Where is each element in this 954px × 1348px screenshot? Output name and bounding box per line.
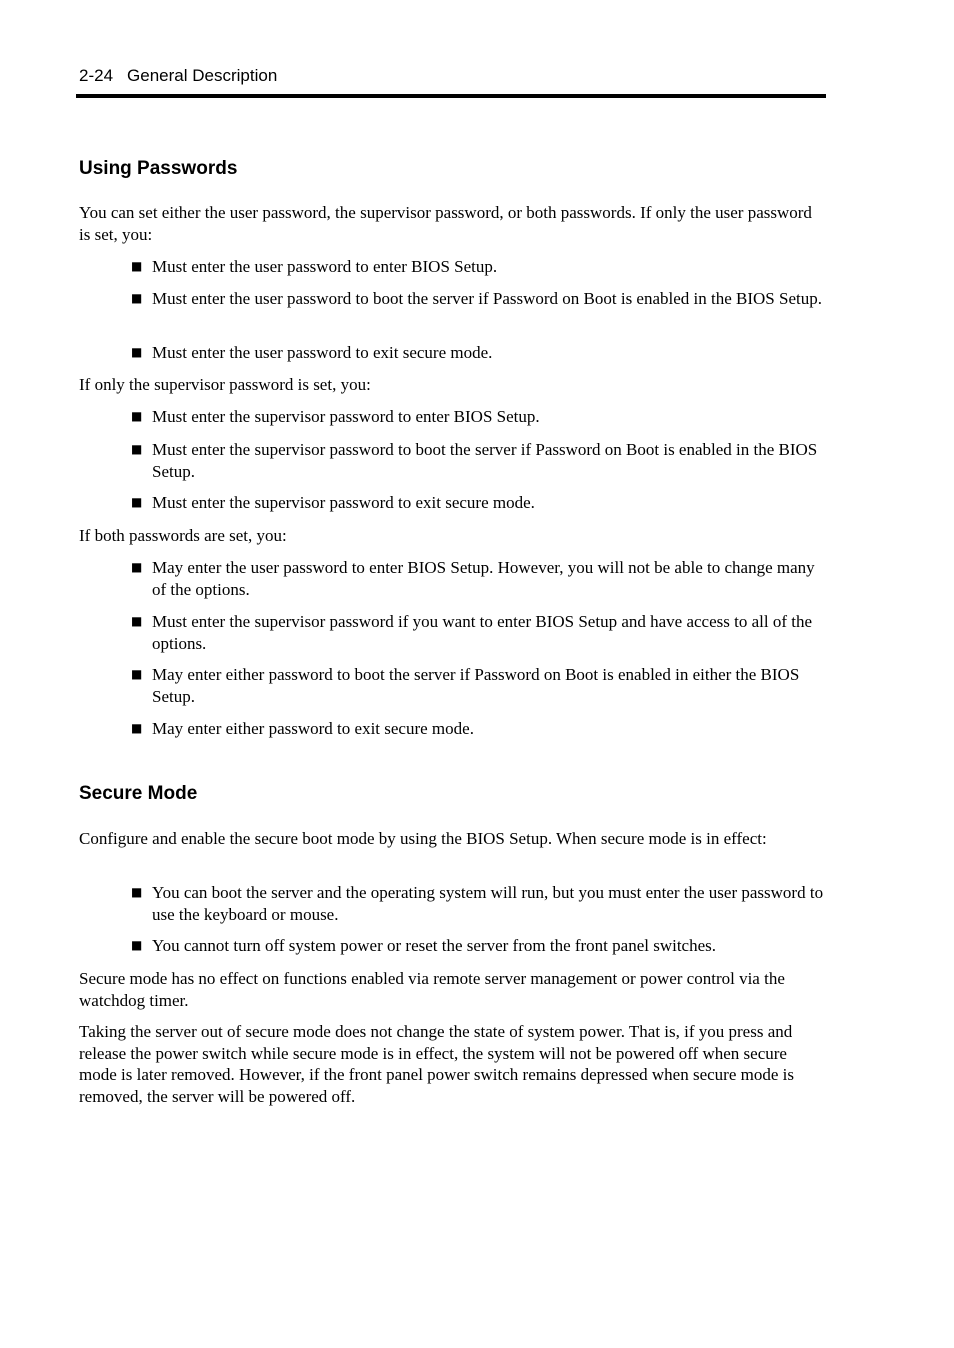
paragraph-power-state: Taking the server out of secure mode does not change the state of system power. That is, if you press and release the power switch while secure mode is in effect, the system will not be powered off when secure mode is later removed. However, if the front panel power switch remains depressed when secure mode is removed, the server will be powered off.: [79, 1022, 794, 1106]
paragraph-both-intro: If both passwords are set, you:: [79, 526, 287, 545]
paragraph-secure-intro: Configure and enable the secure boot mode by using the BIOS Setup. When secure mode is in effect:: [79, 829, 767, 848]
heading-using-passwords: Using Passwords: [79, 158, 238, 179]
list-item: [131, 935, 825, 957]
list-item: [131, 342, 825, 364]
bullet-marker: ■: [131, 259, 143, 273]
bullet-marker: ■: [131, 938, 143, 952]
list-item: [131, 439, 825, 482]
bullet-marker: ■: [131, 442, 143, 456]
list-item: [131, 406, 825, 428]
bullet-marker: ■: [131, 721, 143, 735]
header-rule: [76, 94, 826, 98]
bullet-marker: ■: [131, 667, 143, 681]
bullet-marker: ■: [131, 409, 143, 423]
heading-secure-mode: Secure Mode: [79, 783, 198, 804]
list-item: [131, 256, 825, 278]
list-item-text: Must enter the supervisor password to enter BIOS Setup.: [152, 407, 540, 426]
list-item: [131, 557, 825, 600]
list-item-text: Must enter the supervisor password to boot the server if Password on Boot is enabled in the BIOS Setup.: [152, 440, 818, 481]
list-item-text: Must enter the user password to exit secure mode.: [152, 343, 493, 362]
page-number: 2-24: [79, 66, 114, 85]
list-item-text: Must enter the supervisor password to exit secure mode.: [152, 493, 535, 512]
list-item: [131, 611, 825, 654]
running-head: [79, 66, 277, 86]
paragraph-remote-management: Secure mode has no effect on functions enabled via remote server management or power control via the watchdog timer.: [79, 969, 785, 1010]
chapter-title: General Description: [127, 66, 278, 85]
paragraph-passwords-intro: You can set either the user password, the supervisor password, or both passwords. If only the user password is set, you:: [79, 203, 812, 244]
bullet-marker: ■: [131, 345, 143, 359]
list-item: [131, 664, 825, 707]
list-item-text: May enter either password to exit secure mode.: [152, 719, 474, 738]
list-item: [131, 288, 825, 310]
bullet-marker: ■: [131, 291, 143, 305]
list-item-text: Must enter the user password to enter BIOS Setup.: [152, 257, 498, 276]
list-item: [131, 492, 825, 514]
bullet-marker: ■: [131, 560, 143, 574]
bullet-marker: ■: [131, 495, 143, 509]
list-item-text: You cannot turn off system power or reset the server from the front panel switches.: [152, 936, 717, 955]
bullet-marker: ■: [131, 885, 143, 899]
bullet-marker: ■: [131, 614, 143, 628]
list-item-text: May enter the user password to enter BIOS Setup. However, you will not be able to change many of the options.: [152, 558, 815, 599]
list-item: [131, 882, 825, 925]
list-item: [131, 718, 825, 740]
list-item-text: May enter either password to boot the server if Password on Boot is enabled in either the BIOS Setup.: [152, 665, 800, 706]
list-item-text: You can boot the server and the operating system will run, but you must enter the user password to use the keyboard or mouse.: [152, 883, 824, 924]
list-item-text: Must enter the user password to boot the server if Password on Boot is enabled in the BIOS Setup.: [152, 289, 822, 308]
list-item-text: Must enter the supervisor password if you want to enter BIOS Setup and have access to all of the options.: [152, 612, 813, 653]
paragraph-supervisor-intro: If only the supervisor password is set, you:: [79, 375, 371, 394]
